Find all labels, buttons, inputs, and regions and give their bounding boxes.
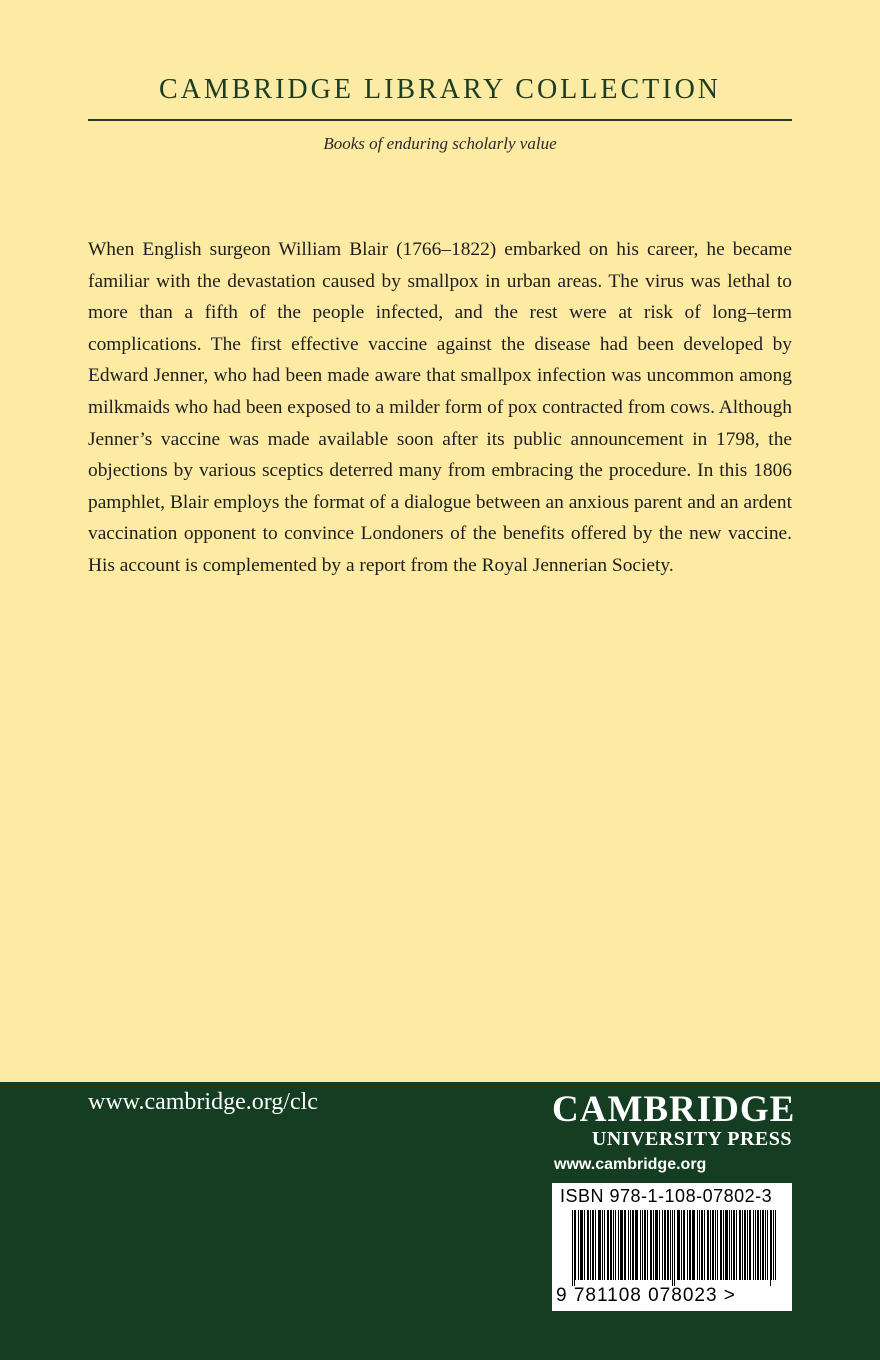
barcode-bar bbox=[651, 1210, 652, 1280]
barcode-bar bbox=[694, 1210, 695, 1280]
barcode-bar bbox=[584, 1210, 585, 1280]
barcode-bar bbox=[747, 1210, 748, 1280]
barcode-bar bbox=[665, 1210, 666, 1280]
barcode-bar bbox=[610, 1210, 611, 1280]
barcode-bar bbox=[578, 1210, 579, 1280]
barcode-bar bbox=[575, 1210, 576, 1280]
barcode-bar bbox=[636, 1210, 637, 1280]
barcode-bar bbox=[755, 1210, 756, 1280]
publisher-logo-subtitle: UNIVERSITY PRESS bbox=[591, 1128, 792, 1150]
barcode-bar bbox=[684, 1210, 685, 1280]
barcode-bar bbox=[615, 1210, 616, 1280]
barcode-number: 9 781108 078023 > bbox=[556, 1285, 736, 1306]
barcode-bar bbox=[678, 1210, 679, 1280]
barcode-bar bbox=[681, 1210, 682, 1280]
barcode-bar bbox=[642, 1210, 643, 1280]
barcode-bar bbox=[580, 1210, 581, 1280]
barcode-bar bbox=[608, 1210, 609, 1280]
barcode-bar bbox=[611, 1210, 612, 1280]
barcode-bar bbox=[633, 1210, 634, 1280]
publisher-logo-name: CAMBRIDGE bbox=[552, 1089, 796, 1130]
barcode-bar bbox=[644, 1210, 645, 1280]
series-title: CAMBRIDGE LIBRARY COLLECTION bbox=[158, 74, 722, 105]
barcode-bar bbox=[668, 1210, 669, 1280]
barcode-bar bbox=[736, 1210, 737, 1280]
barcode-bar bbox=[604, 1210, 605, 1280]
barcode-bar bbox=[697, 1210, 698, 1280]
barcode-bar bbox=[758, 1210, 759, 1280]
barcode-bar bbox=[701, 1210, 702, 1280]
barcode-bar bbox=[662, 1210, 663, 1280]
series-tagline: Books of enduring scholarly value bbox=[323, 134, 557, 153]
barcode-bar bbox=[721, 1210, 722, 1280]
barcode-bar bbox=[622, 1210, 623, 1280]
barcode-bar bbox=[595, 1210, 596, 1280]
barcode-bar bbox=[757, 1210, 758, 1280]
barcode-bar bbox=[710, 1210, 711, 1280]
barcode-bar bbox=[587, 1210, 588, 1280]
barcode-bar bbox=[602, 1210, 603, 1280]
barcode-bar bbox=[693, 1210, 694, 1280]
isbn-label: ISBN 978-1-108-07802-3 bbox=[560, 1186, 773, 1206]
barcode-bar bbox=[607, 1210, 608, 1280]
barcode-bar bbox=[572, 1210, 573, 1286]
barcode-bar bbox=[656, 1210, 657, 1280]
barcode-bar bbox=[753, 1210, 754, 1280]
barcode-bar bbox=[650, 1210, 651, 1280]
barcode-bar bbox=[760, 1210, 761, 1280]
barcode-bar bbox=[588, 1210, 589, 1280]
barcode-bar bbox=[653, 1210, 654, 1280]
barcode-bar bbox=[582, 1210, 583, 1280]
barcode-bar bbox=[600, 1210, 601, 1280]
barcode-bar bbox=[581, 1210, 582, 1280]
barcode-bar bbox=[632, 1210, 633, 1280]
barcode-bar bbox=[664, 1210, 665, 1280]
barcode-bar bbox=[621, 1210, 622, 1280]
publisher-url-link[interactable]: www.cambridge.org bbox=[554, 1156, 707, 1173]
barcode-bar bbox=[679, 1210, 680, 1280]
barcode-bar bbox=[775, 1210, 776, 1280]
barcode-bar bbox=[727, 1210, 728, 1280]
barcode-icon bbox=[572, 1210, 778, 1286]
barcode-bar bbox=[689, 1210, 690, 1280]
barcode-bar bbox=[667, 1210, 668, 1280]
barcode-bar bbox=[628, 1210, 629, 1280]
barcode-bar bbox=[771, 1210, 772, 1280]
barcode-bar bbox=[750, 1210, 751, 1280]
barcode-bar bbox=[745, 1210, 746, 1280]
barcode-bar bbox=[683, 1210, 684, 1280]
barcode-bar bbox=[773, 1210, 774, 1280]
barcode-bar bbox=[739, 1210, 740, 1280]
barcode-bar bbox=[657, 1210, 658, 1280]
barcode-bar bbox=[590, 1210, 591, 1280]
barcode-bar bbox=[726, 1210, 727, 1280]
barcode-bar bbox=[708, 1210, 709, 1280]
barcode-bar bbox=[702, 1210, 703, 1280]
barcode-bar bbox=[640, 1210, 641, 1280]
barcode-bar bbox=[699, 1210, 700, 1280]
barcode-bar bbox=[729, 1210, 730, 1280]
barcode-bar bbox=[765, 1210, 766, 1280]
barcode-bar bbox=[740, 1210, 741, 1280]
barcode-bar bbox=[687, 1210, 688, 1280]
barcode-bar bbox=[733, 1210, 734, 1280]
barcode-bar bbox=[749, 1210, 750, 1280]
barcode-bar bbox=[770, 1210, 771, 1286]
barcode-bar bbox=[645, 1210, 646, 1280]
barcode-bar bbox=[717, 1210, 718, 1280]
barcode-bar bbox=[715, 1210, 716, 1280]
barcode-bar bbox=[625, 1210, 626, 1280]
barcode-bar bbox=[723, 1210, 724, 1280]
barcode-bar bbox=[574, 1210, 575, 1286]
barcode-bar bbox=[618, 1210, 619, 1280]
barcode-bar bbox=[593, 1210, 594, 1280]
barcode-bar bbox=[592, 1210, 593, 1280]
barcode-bar bbox=[672, 1210, 673, 1286]
barcode-bar bbox=[674, 1210, 675, 1286]
barcode-bar bbox=[742, 1210, 743, 1280]
title-rule bbox=[88, 119, 792, 121]
barcode-bar bbox=[659, 1210, 660, 1280]
barcode-bar bbox=[767, 1210, 768, 1280]
barcode-bar bbox=[655, 1210, 656, 1280]
barcode-bar bbox=[725, 1210, 726, 1280]
barcode-bar bbox=[712, 1210, 713, 1280]
barcode-bar bbox=[763, 1210, 764, 1280]
barcode-bar bbox=[647, 1210, 648, 1280]
barcode-bar bbox=[635, 1210, 636, 1280]
barcode-bar bbox=[692, 1210, 693, 1280]
barcode-bar bbox=[620, 1210, 621, 1280]
barcode-bar bbox=[613, 1210, 614, 1280]
barcode-bar bbox=[637, 1210, 638, 1280]
barcode-bar bbox=[670, 1210, 671, 1280]
barcode-bar bbox=[707, 1210, 708, 1280]
barcode-bar bbox=[690, 1210, 691, 1280]
barcode-bar bbox=[720, 1210, 721, 1280]
barcode-bar bbox=[598, 1210, 599, 1280]
barcode-bar bbox=[731, 1210, 732, 1280]
book-description: When English surgeon William Blair (1766–1822) embarked on his career, he became familiar with the devastation caused by smallpox in urban areas. The virus was lethal to more than a fifth of the people infected, and the rest were at risk of long–term complications. The first effective vaccine against the disease had been developed by Edward Jenner, who had been made aware that smallpox infection was uncommon among milkmaids who had been exposed to a milder form of pox contracted from cows. Although Jenner’s vaccine was made available soon after its public announcement in 1798, the objections by various sceptics deterred many from embracing the procedure. In this 1806 pamphlet, Blair employs the format of a dialogue between an anxious parent and an ardent vaccination opponent to convince Londoners of the benefits offered by the new vaccine. His account is complemented by a report from the Royal Jennerian Society. bbox=[88, 239, 792, 576]
barcode-bar bbox=[624, 1210, 625, 1280]
barcode-bar bbox=[744, 1210, 745, 1280]
barcode-bar bbox=[599, 1210, 600, 1280]
barcode-bar bbox=[713, 1210, 714, 1280]
barcode-bar bbox=[704, 1210, 705, 1280]
barcode-bar bbox=[734, 1210, 735, 1280]
barcode-bar bbox=[677, 1210, 678, 1280]
barcode-bar bbox=[630, 1210, 631, 1280]
barcode-bar bbox=[762, 1210, 763, 1280]
series-url-link[interactable]: www.cambridge.org/clc bbox=[88, 1089, 318, 1115]
